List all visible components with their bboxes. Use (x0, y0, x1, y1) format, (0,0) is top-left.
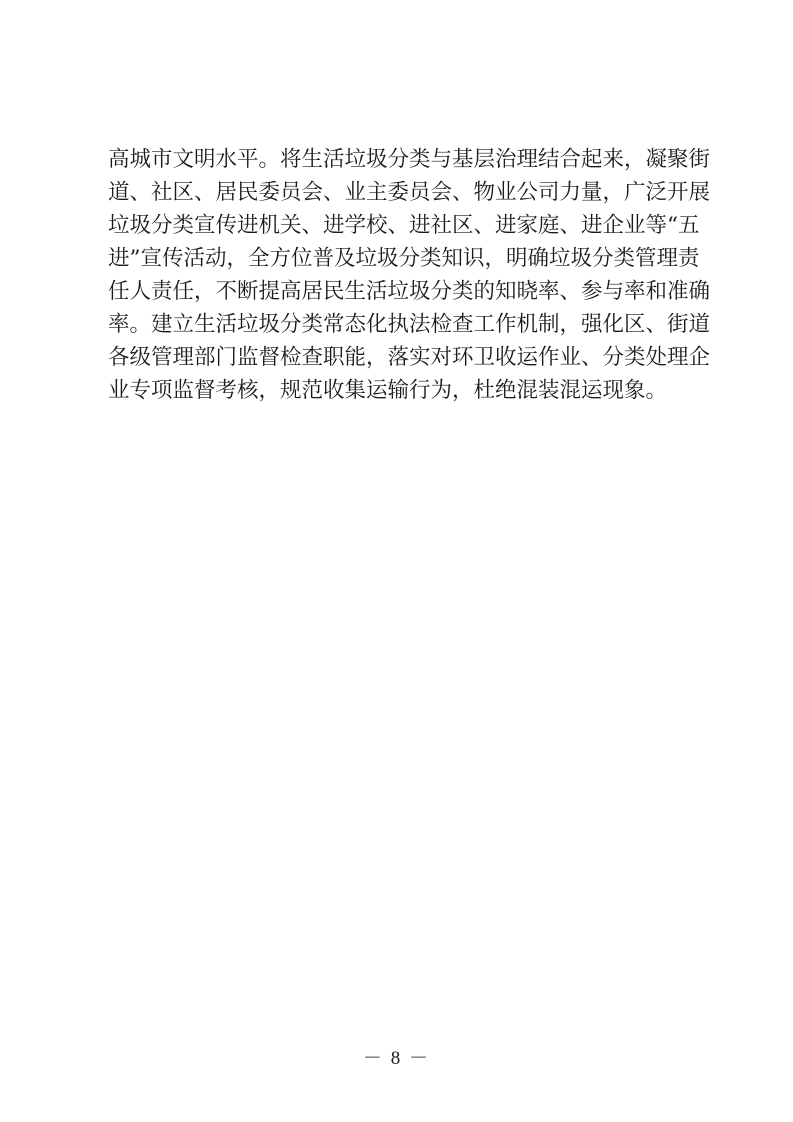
paragraph-line: 高城市文明水平。将生活垃圾分类与基层治理结合起来，凝聚街 (108, 147, 711, 172)
page-number: － 8 － (362, 1048, 430, 1069)
paragraph-line: 率。建立生活垃圾分类常态化执法检查工作机制，强化区、街道 (108, 312, 711, 337)
paragraph-line: 垃圾分类宣传进机关、进学校、进社区、进家庭、进企业等“五 (108, 213, 700, 238)
paragraph-line: 各级管理部门监督检查职能，落实对环卫收运作业、分类处理企 (108, 345, 711, 370)
paragraph-line: 任人责任，不断提高居民生活垃圾分类的知晓率、参与率和准确 (108, 279, 711, 304)
body-paragraph (108, 143, 711, 407)
paragraph-line: 进”宣传活动，全方位普及垃圾分类知识，明确垃圾分类管理责 (108, 246, 700, 271)
paragraph-line: 业专项监督考核，规范收集运输行为，杜绝混装混运现象。 (108, 378, 668, 403)
paragraph-line: 道、社区、居民委员会、业主委员会、物业公司力量，广泛开展 (108, 180, 711, 205)
